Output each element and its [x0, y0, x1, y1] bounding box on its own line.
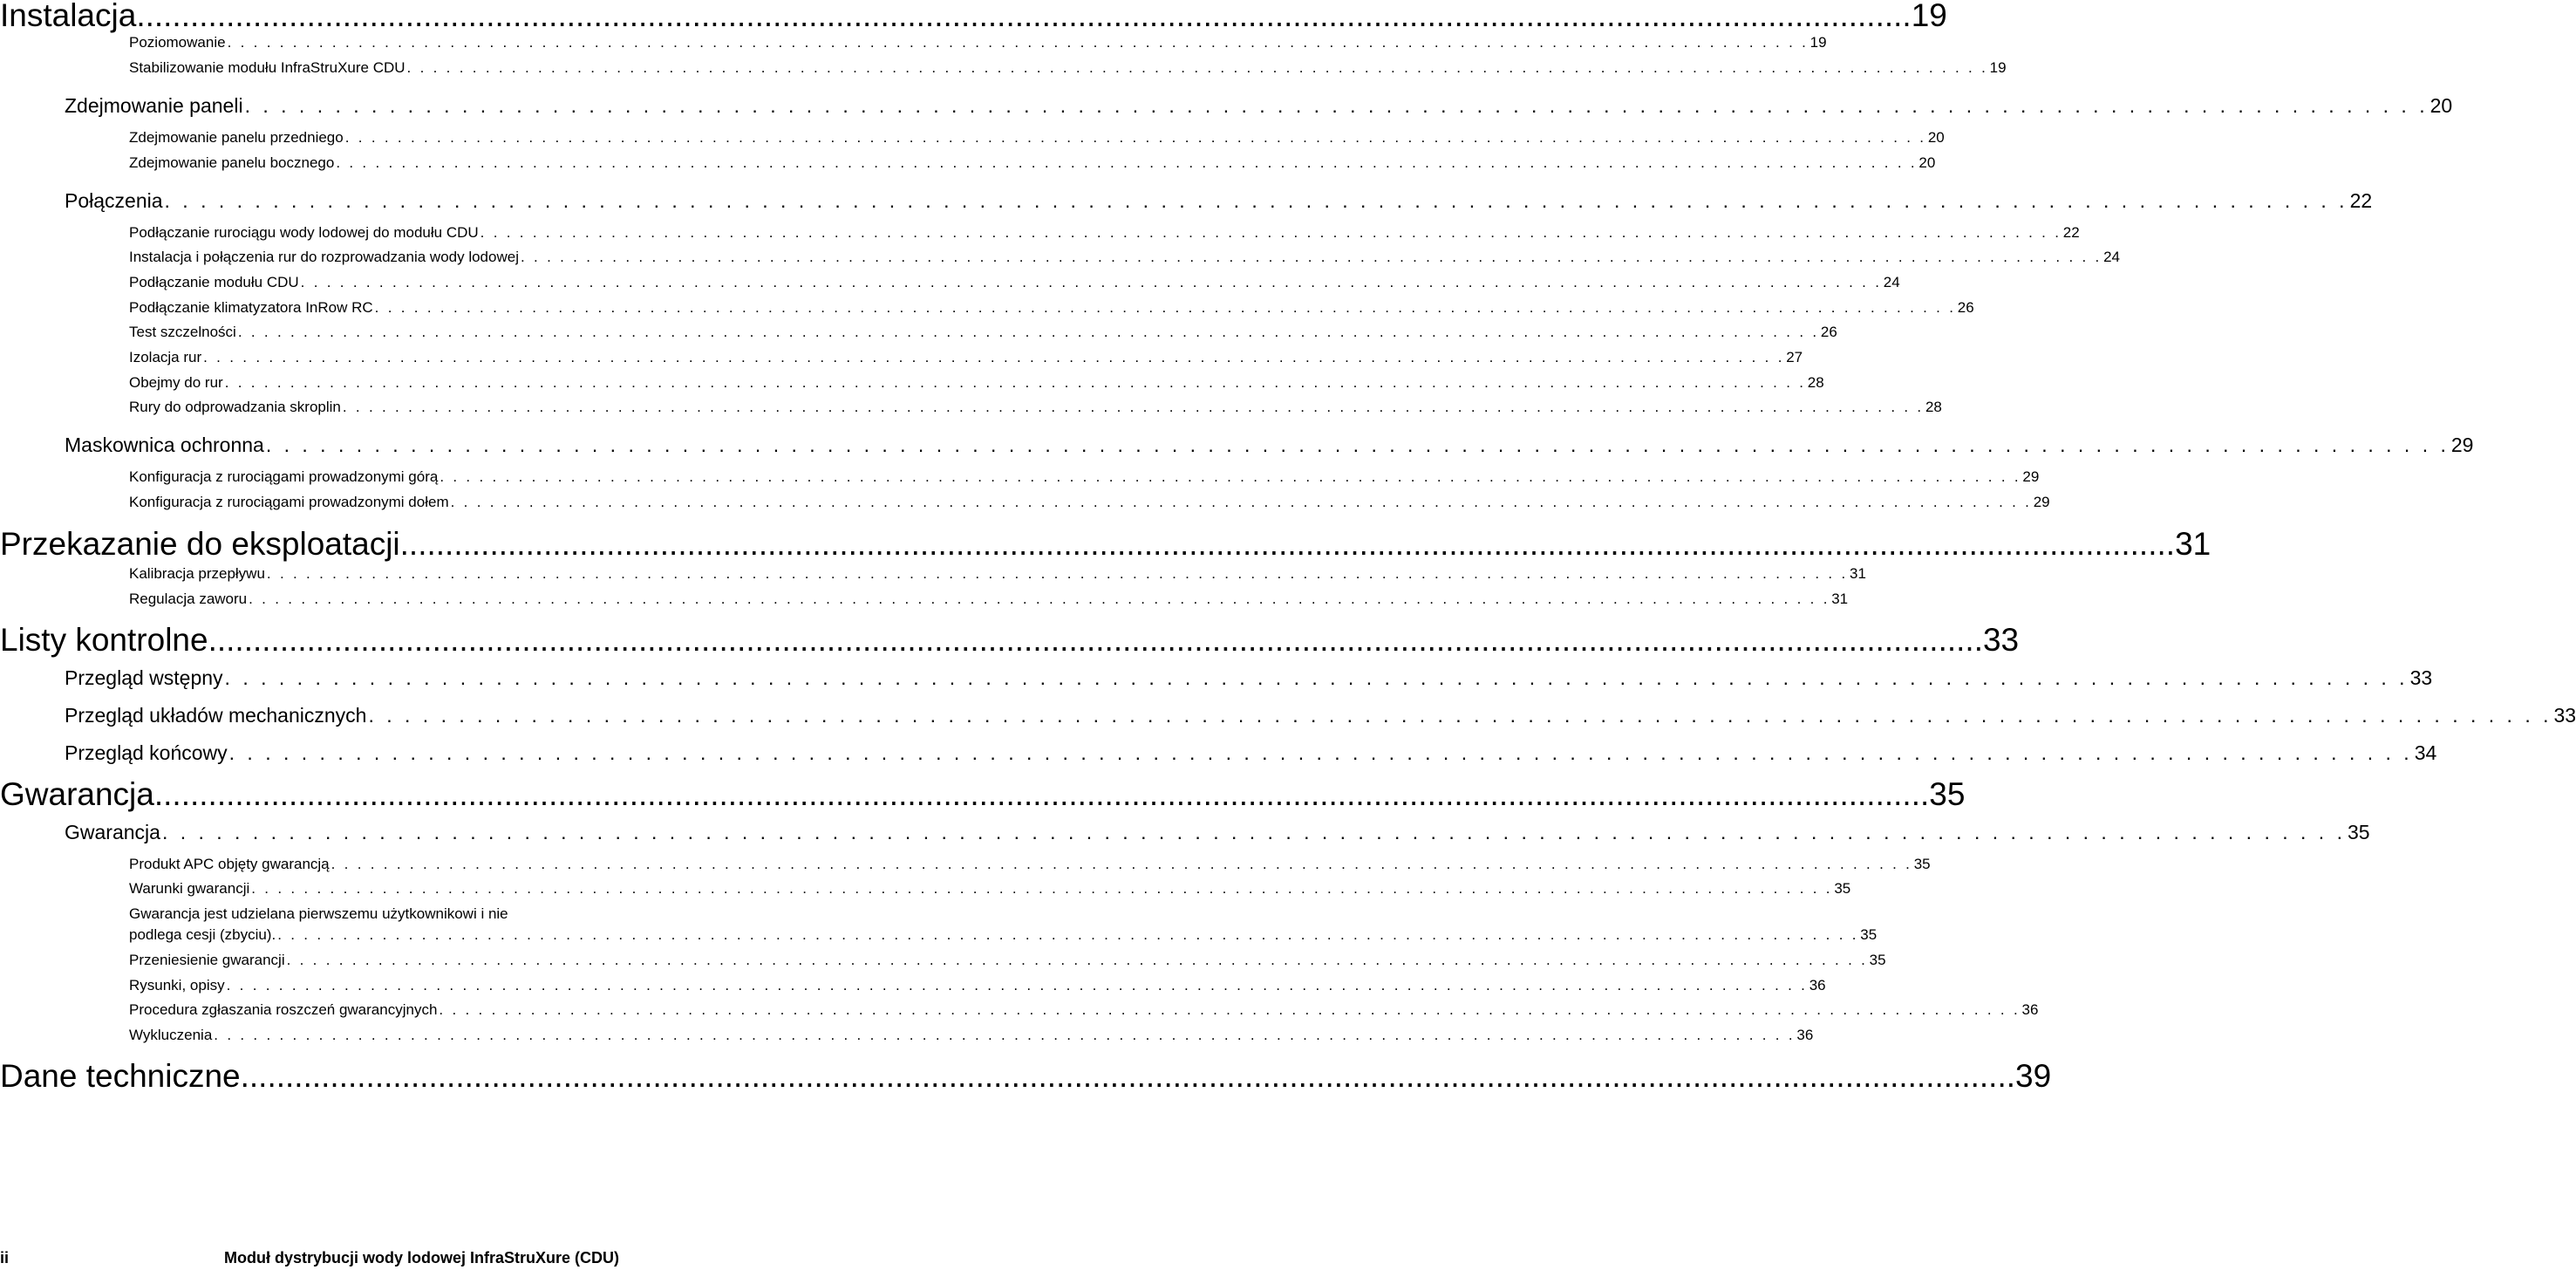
toc-entry-przeglad-ukladow[interactable] [65, 703, 2576, 727]
toc-entry-instalacja[interactable] [0, 0, 1947, 35]
toc-title: Połączenia [65, 189, 163, 212]
dot-leader: . . . . . . . . . . . . . . . . . . . . . . . . . . . . . . . . . . . . . . . . . . . . . . . . . . . . . . . . . . . . . . . . . . . . . . . . . . . . . . . . . . . . . . . . . . . . . . . . . . . . . . . . . . . . . . . . . . . . . . . . . [226, 977, 1808, 993]
dot-leader: . . . . . . . . . . . . . . . . . . . . . . . . . . . . . . . . . . . . . . . . . . . . . . . . . . . . . . . . . . . . . . . . . . . . . . . . . . . . . . . . . . . . . . . . . . . . . . . . . . . . . . . . . . . . . . . . . . . . . . . . . [480, 224, 2061, 241]
toc-title: Procedura zgłaszania roszczeń gwarancyjnych [129, 1001, 438, 1018]
toc-page: 20 [2429, 94, 2453, 117]
toc-entry-warunki[interactable] [129, 879, 1851, 898]
toc-page: 26 [1820, 324, 1837, 340]
toc-page: 33 [2409, 666, 2433, 689]
dot-leader: . . . . . . . . . . . . . . . . . . . . . . . . . . . . . . . . . . . . . . . . . . . . . . . . . . . . . . . . . . . . . . . . . . . . . . . . . . . . . . . . . . . . . . . . . . . . . . . . . . . . . . . . . . . . . . . . . . . . . . . . . [249, 591, 1830, 607]
toc-title: Test szczelności [129, 324, 236, 340]
toc-page: 20 [1918, 154, 1936, 171]
toc-entry-rysunki[interactable] [129, 976, 1826, 995]
toc-title: Instalacja [0, 0, 137, 33]
toc-title: Przegląd wstępny [65, 666, 223, 689]
toc-entry-izolacja[interactable] [129, 348, 1803, 367]
toc-entry-gora[interactable] [129, 468, 2040, 487]
toc-title: Gwarancja [0, 776, 154, 812]
dot-leader: . . . . . . . . . . . . . . . . . . . . . . . . . . . . . . . . . . . . . . . . . . . . . . . . . . . . . . . . . . . . . . . . . . . . . . . . . . . . . . . . . . . . . . . . . . . . . . . . . . . . . . . . . . . . . . . . . . . . . . . . . [164, 189, 2348, 212]
dot-leader: . . . . . . . . . . . . . . . . . . . . . . . . . . . . . . . . . . . . . . . . . . . . . . . . . . . . . . . . . . . . . . . . . . . . . . . . . . . . . . . . . . . . . . . . . . . . . . . . . . . . . . . . . . . . . . . . . . . . . . . . . [520, 249, 2102, 265]
toc-page: 19 [1911, 0, 1947, 33]
toc-page: 39 [2015, 1058, 2052, 1094]
toc-page: 33 [2553, 704, 2576, 727]
toc-title: Przegląd końcowy [65, 741, 228, 764]
toc-page: 33 [1982, 622, 2020, 658]
toc-title: Gwarancja [65, 821, 160, 843]
toc-page: 35 [1913, 856, 1931, 872]
dot-leader: . . . . . . . . . . . . . . . . . . . . . . . . . . . . . . . . . . . . . . . . . . . . . . . . . . . . . . . . . . . . . . . . . . . . . . . . . . . . . . . . . . . . . . . . . . . . . . . . . . . . . . . . . . . . . . . . . . . . . . . . . [342, 399, 1924, 415]
dot-leader: . . . . . . . . . . . . . . . . . . . . . . . . . . . . . . . . . . . . . . . . . . . . . . . . . . . . . . . . . . . . . . . . . . . . . . . . . . . . . . . . . . . . . . . . . . . . . . . . . . . . . . . . . . . . . . . . . . . . . . . . . [237, 324, 1819, 340]
toc-title: Obejmy do rur [129, 374, 223, 391]
toc-title: Poziomowanie [129, 34, 226, 51]
toc-entry-dane[interactable] [0, 1057, 2052, 1096]
toc-page: 27 [1786, 349, 1803, 365]
toc-entry-szczelnosc[interactable] [129, 323, 1837, 342]
toc-title: Zdejmowanie paneli [65, 94, 243, 117]
toc-title: Podłączanie klimatyzatora InRow RC [129, 299, 373, 316]
toc-page: 29 [2033, 494, 2050, 510]
toc-title: Konfiguracja z rurociągami prowadzonymi dołem [129, 494, 449, 510]
dot-leader: . . . . . . . . . . . . . . . . . . . . . . . . . . . . . . . . . . . . . . . . . . . . . . . . . . . . . . . . . . . . . . . . . . . . . . . . . . . . . . . . . . . . . . . . . . . . . . . . . . . . . . . . . . . . . . . . . . . . . . . . . [336, 154, 1918, 171]
toc-title: Regulacja zaworu [129, 591, 248, 607]
toc-page: 35 [1869, 952, 1886, 968]
dot-leader: . . . . . . . . . . . . . . . . . . . . . . . . . . . . . . . . . . . . . . . . . . . . . . . . . . . . . . . . . . . . . . . . . . . . . . . . . . . . . . . . . . . . . . . . . . . . . . . . . . . . . . . . . . . . . . . . . . . . . . . . . [286, 952, 1868, 968]
toc-entry-instalacja-rur[interactable] [129, 248, 2120, 267]
toc-page: 31 [1831, 591, 1849, 607]
toc-entry-gwarancja-chapter[interactable] [0, 775, 1966, 814]
toc-title: Przekazanie do eksploatacji [0, 526, 400, 562]
toc-entry-udzielana[interactable] [129, 925, 1877, 945]
toc-page: 31 [2175, 526, 2211, 562]
toc-entry-skroplin[interactable] [129, 398, 1942, 417]
footer-document-title: Moduł dystrybucji wody lodowej InfraStruXure (CDU) [224, 1249, 620, 1267]
toc-entry-przeglad-koncowy[interactable] [65, 741, 2437, 765]
toc-entry-regulacja[interactable] [129, 590, 1849, 609]
dot-leader: . . . . . . . . . . . . . . . . . . . . . . . . . . . . . . . . . . . . . . . . . . . . . . . . . . . . . . . . . . . . . . . . . . . . . . . . . . . . . . . . . . . . . . . . . . . . . . . . . . . . . . . . . . . . . . . . . . . . . . . . . [224, 666, 2409, 689]
toc-entry-produkt[interactable] [129, 855, 1931, 874]
toc-page: 28 [1925, 399, 1942, 415]
toc-page: 35 [1860, 926, 1877, 943]
toc-title: Maskownica ochronna [65, 434, 264, 456]
toc-entry-poziomowanie[interactable] [129, 33, 1827, 52]
toc-entry-obejmy[interactable] [129, 373, 1824, 393]
toc-entry-maskownica[interactable] [65, 433, 2474, 457]
dot-leader: ...................................................................................................................................................................................................... [240, 1058, 2016, 1094]
dot-leader: . . . . . . . . . . . . . . . . . . . . . . . . . . . . . . . . . . . . . . . . . . . . . . . . . . . . . . . . . . . . . . . . . . . . . . . . . . . . . . . . . . . . . . . . . . . . . . . . . . . . . . . . . . . . . . . . . . . . . . . . . [266, 565, 1848, 582]
toc-page: 34 [2414, 741, 2437, 764]
toc-page: 24 [2103, 249, 2120, 265]
toc-title: Warunki gwarancji [129, 880, 250, 897]
toc-entry-polaczenia[interactable] [65, 188, 2373, 213]
dot-leader: . . . . . . . . . . . . . . . . . . . . . . . . . . . . . . . . . . . . . . . . . . . . . . . . . . . . . . . . . . . . . . . . . . . . . . . . . . . . . . . . . . . . . . . . . . . . . . . . . . . . . . . . . . . . . . . . . . . . . . . . . [368, 704, 2552, 727]
dot-leader: ...................................................................................................................................................................................................... [136, 0, 1912, 33]
toc-page: 35 [2347, 821, 2370, 843]
dot-leader: . . . . . . . . . . . . . . . . . . . . . . . . . . . . . . . . . . . . . . . . . . . . . . . . . . . . . . . . . . . . . . . . . . . . . . . . . . . . . . . . . . . . . . . . . . . . . . . . . . . . . . . . . . . . . . . . . . . . . . . . . [450, 494, 2032, 510]
toc-page: 22 [2349, 189, 2373, 212]
toc-title: Stabilizowanie modułu InfraStruXure CDU [129, 59, 405, 76]
toc-page: 35 [1929, 776, 1966, 812]
toc-title: Wykluczenia [129, 1027, 213, 1043]
toc-page: 22 [2062, 224, 2080, 241]
dot-leader: . . . . . . . . . . . . . . . . . . . . . . . . . . . . . . . . . . . . . . . . . . . . . . . . . . . . . . . . . . . . . . . . . . . . . . . . . . . . . . . . . . . . . . . . . . . . . . . . . . . . . . . . . . . . . . . . . . . . . . . . . [439, 1001, 2021, 1018]
dot-leader: . . . . . . . . . . . . . . . . . . . . . . . . . . . . . . . . . . . . . . . . . . . . . . . . . . . . . . . . . . . . . . . . . . . . . . . . . . . . . . . . . . . . . . . . . . . . . . . . . . . . . . . . . . . . . . . . . . . . . . . . . [227, 34, 1809, 51]
toc-entry-listy[interactable] [0, 621, 2020, 659]
toc-title: podlega cesji (zbyciu). [129, 926, 276, 943]
toc-title: Rury do odprowadzania skroplin [129, 399, 341, 415]
toc-page: 28 [1807, 374, 1824, 391]
footer-page-number: ii [0, 1249, 10, 1267]
toc-entry-panel-boczny[interactable] [129, 154, 1936, 173]
toc-page: 26 [1957, 299, 1974, 316]
toc-entry-zdejmowanie-paneli[interactable] [65, 93, 2453, 118]
dot-leader: . . . . . . . . . . . . . . . . . . . . . . . . . . . . . . . . . . . . . . . . . . . . . . . . . . . . . . . . . . . . . . . . . . . . . . . . . . . . . . . . . . . . . . . . . . . . . . . . . . . . . . . . . . . . . . . . . . . . . . . . . [251, 880, 1833, 897]
toc-title: Podłączanie rurociągu wody lodowej do modułu CDU [129, 224, 479, 241]
toc-page: 29 [2022, 468, 2040, 485]
toc-entry-przeglad-wstepny[interactable] [65, 666, 2433, 690]
toc-page: 36 [2021, 1001, 2039, 1018]
toc-entry-kalibracja[interactable] [129, 564, 1866, 584]
dot-leader: . . . . . . . . . . . . . . . . . . . . . . . . . . . . . . . . . . . . . . . . . . . . . . . . . . . . . . . . . . . . . . . . . . . . . . . . . . . . . . . . . . . . . . . . . . . . . . . . . . . . . . . . . . . . . . . . . . . . . . . . . [277, 926, 1859, 943]
toc-title: Dane techniczne [0, 1058, 241, 1094]
dot-leader: . . . . . . . . . . . . . . . . . . . . . . . . . . . . . . . . . . . . . . . . . . . . . . . . . . . . . . . . . . . . . . . . . . . . . . . . . . . . . . . . . . . . . . . . . . . . . . . . . . . . . . . . . . . . . . . . . . . . . . . . . [214, 1027, 1796, 1043]
toc-entry-gwarancja-section[interactable] [65, 820, 2370, 844]
toc-page: 19 [1809, 34, 1827, 51]
toc-page: 29 [2450, 434, 2474, 456]
toc-title: Produkt APC objęty gwarancją [129, 856, 330, 872]
toc-title: Zdejmowanie panelu przedniego [129, 129, 344, 146]
dot-leader: . . . . . . . . . . . . . . . . . . . . . . . . . . . . . . . . . . . . . . . . . . . . . . . . . . . . . . . . . . . . . . . . . . . . . . . . . . . . . . . . . . . . . . . . . . . . . . . . . . . . . . . . . . . . . . . . . . . . . . . . . [244, 94, 2429, 117]
toc-title: Listy kontrolne [0, 622, 208, 658]
toc-entry-procedura[interactable] [129, 1000, 2039, 1020]
dot-leader: . . . . . . . . . . . . . . . . . . . . . . . . . . . . . . . . . . . . . . . . . . . . . . . . . . . . . . . . . . . . . . . . . . . . . . . . . . . . . . . . . . . . . . . . . . . . . . . . . . . . . . . . . . . . . . . . . . . . . . . . . [440, 468, 2021, 485]
dot-leader: . . . . . . . . . . . . . . . . . . . . . . . . . . . . . . . . . . . . . . . . . . . . . . . . . . . . . . . . . . . . . . . . . . . . . . . . . . . . . . . . . . . . . . . . . . . . . . . . . . . . . . . . . . . . . . . . . . . . . . . . . [203, 349, 1785, 365]
dot-leader: . . . . . . . . . . . . . . . . . . . . . . . . . . . . . . . . . . . . . . . . . . . . . . . . . . . . . . . . . . . . . . . . . . . . . . . . . . . . . . . . . . . . . . . . . . . . . . . . . . . . . . . . . . . . . . . . . . . . . . . . . [265, 434, 2450, 456]
dot-leader: . . . . . . . . . . . . . . . . . . . . . . . . . . . . . . . . . . . . . . . . . . . . . . . . . . . . . . . . . . . . . . . . . . . . . . . . . . . . . . . . . . . . . . . . . . . . . . . . . . . . . . . . . . . . . . . . . . . . . . . . . [224, 374, 1806, 391]
dot-leader: . . . . . . . . . . . . . . . . . . . . . . . . . . . . . . . . . . . . . . . . . . . . . . . . . . . . . . . . . . . . . . . . . . . . . . . . . . . . . . . . . . . . . . . . . . . . . . . . . . . . . . . . . . . . . . . . . . . . . . . . . [228, 741, 2413, 764]
toc-title: Rysunki, opisy [129, 977, 225, 993]
toc-title: Zdejmowanie panelu bocznego [129, 154, 335, 171]
toc-title: Instalacja i połączenia rur do rozprowadzania wody lodowej [129, 249, 519, 265]
toc-page: 31 [1849, 565, 1866, 582]
dot-leader: . . . . . . . . . . . . . . . . . . . . . . . . . . . . . . . . . . . . . . . . . . . . . . . . . . . . . . . . . . . . . . . . . . . . . . . . . . . . . . . . . . . . . . . . . . . . . . . . . . . . . . . . . . . . . . . . . . . . . . . . . [344, 129, 1926, 146]
dot-leader: ...................................................................................................................................................................................................... [399, 526, 2176, 562]
toc-title: Przegląd układów mechanicznych [65, 704, 367, 727]
toc-entry-rurociag[interactable] [129, 223, 2080, 242]
toc-title: Kalibracja przepływu [129, 565, 265, 582]
toc-title: Konfiguracja z rurociągami prowadzonymi górą [129, 468, 439, 485]
toc-entry-klimatyzator[interactable] [129, 298, 1974, 318]
toc-entry-przeniesienie[interactable] [129, 951, 1886, 970]
toc-page: 24 [1883, 274, 1900, 290]
dot-leader: . . . . . . . . . . . . . . . . . . . . . . . . . . . . . . . . . . . . . . . . . . . . . . . . . . . . . . . . . . . . . . . . . . . . . . . . . . . . . . . . . . . . . . . . . . . . . . . . . . . . . . . . . . . . . . . . . . . . . . . . . [374, 299, 1956, 316]
toc-page: 19 [1989, 59, 2007, 76]
toc-entry-dol[interactable] [129, 493, 2050, 512]
toc-title: Podłączanie modułu CDU [129, 274, 299, 290]
toc-page: 20 [1927, 129, 1945, 146]
toc-title: Przeniesienie gwarancji [129, 952, 285, 968]
dot-leader: ...................................................................................................................................................................................................... [153, 776, 1930, 812]
toc-entry-przekazanie[interactable] [0, 525, 2211, 563]
toc-entry-modul-cdu[interactable] [129, 273, 1900, 292]
toc-entry-stabilizowanie[interactable] [129, 58, 2007, 78]
dot-leader: . . . . . . . . . . . . . . . . . . . . . . . . . . . . . . . . . . . . . . . . . . . . . . . . . . . . . . . . . . . . . . . . . . . . . . . . . . . . . . . . . . . . . . . . . . . . . . . . . . . . . . . . . . . . . . . . . . . . . . . . . [331, 856, 1912, 872]
dot-leader: . . . . . . . . . . . . . . . . . . . . . . . . . . . . . . . . . . . . . . . . . . . . . . . . . . . . . . . . . . . . . . . . . . . . . . . . . . . . . . . . . . . . . . . . . . . . . . . . . . . . . . . . . . . . . . . . . . . . . . . . . [406, 59, 1988, 76]
toc-entry-panel-przedni[interactable] [129, 128, 1945, 147]
toc-entry-wykluczenia[interactable] [129, 1026, 1814, 1045]
toc-page: 36 [1796, 1027, 1814, 1043]
dot-leader: ...................................................................................................................................................................................................... [208, 622, 1983, 658]
toc-title: Izolacja rur [129, 349, 202, 365]
toc-page: 36 [1809, 977, 1826, 993]
toc-page: 35 [1834, 880, 1851, 897]
dot-leader: . . . . . . . . . . . . . . . . . . . . . . . . . . . . . . . . . . . . . . . . . . . . . . . . . . . . . . . . . . . . . . . . . . . . . . . . . . . . . . . . . . . . . . . . . . . . . . . . . . . . . . . . . . . . . . . . . . . . . . . . . [300, 274, 1882, 290]
toc-entry-udzielana-line1[interactable]: Gwarancja jest udzielana pierwszemu użytkownikowi i nie [129, 905, 508, 922]
dot-leader: . . . . . . . . . . . . . . . . . . . . . . . . . . . . . . . . . . . . . . . . . . . . . . . . . . . . . . . . . . . . . . . . . . . . . . . . . . . . . . . . . . . . . . . . . . . . . . . . . . . . . . . . . . . . . . . . . . . . . . . . . [161, 821, 2346, 843]
